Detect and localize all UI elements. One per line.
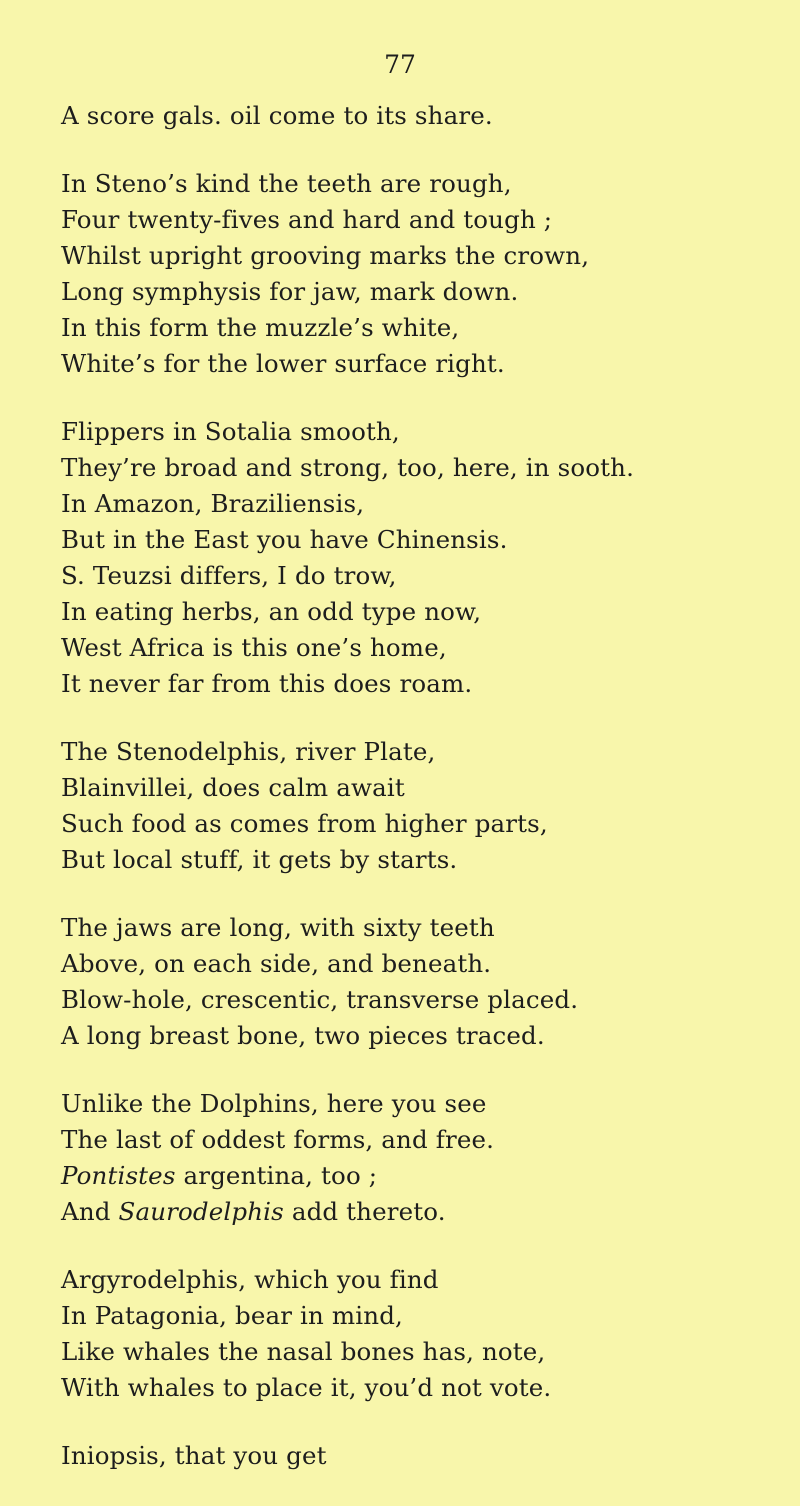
poem-line: The jaws are long, with sixty teeth (61, 913, 495, 942)
poem-line: Whilst upright grooving marks the crown, (61, 241, 590, 270)
line-rest: argentina, too ; (175, 1161, 378, 1190)
poem-line: But in the East you have Chinensis. (61, 525, 508, 554)
poem-line: The Stenodelphis, river Plate, (61, 737, 436, 766)
poem-line: Above, on each side, and beneath. (61, 949, 492, 978)
poem-line: Iniopsis, that you get (61, 1441, 327, 1470)
stanza-7 (61, 1262, 781, 1406)
page-number: 77 (384, 50, 416, 79)
poem-line: The last of oddest forms, and free. (61, 1125, 495, 1154)
poem-line: S. Teuzsi differs, I do trow, (61, 561, 397, 590)
poem-line: White’s for the lower surface right. (61, 349, 505, 378)
stanza-2 (61, 166, 781, 382)
poem-line: In Patagonia, bear in mind, (61, 1301, 403, 1330)
poem-line: A score gals. oil come to its share. (61, 101, 493, 130)
species-name: Saurodelphis (118, 1197, 284, 1226)
poem-body (61, 98, 781, 1506)
poem-line-italic-name (61, 1194, 781, 1230)
poem-line: In Amazon, Braziliensis, (61, 489, 365, 518)
poem-line: With whales to place it, you’d not vote. (61, 1373, 552, 1402)
stanza-5 (61, 910, 781, 1054)
poem-line: Such food as comes from higher parts, (61, 809, 548, 838)
poem-line: West Africa is this one’s home, (61, 633, 447, 662)
stanza-1 (61, 98, 781, 134)
poem-line: In this form the muzzle’s white, (61, 313, 460, 342)
poem-line: Long symphysis for jaw, mark down. (61, 277, 519, 306)
poem-line: Four twenty-fives and hard and tough ; (61, 205, 553, 234)
stanza-4 (61, 734, 781, 878)
poem-line: Like whales the nasal bones has, note, (61, 1337, 546, 1366)
stanza-6 (61, 1086, 781, 1230)
poem-line: In Steno’s kind the teeth are rough, (61, 169, 512, 198)
poem-line: In eating herbs, an odd type now, (61, 597, 482, 626)
poem-line: It never far from this does roam. (61, 669, 473, 698)
poem-line: But local stuff, it gets by starts. (61, 845, 458, 874)
line-rest: add thereto. (283, 1197, 446, 1226)
poem-line: They’re broad and strong, too, here, in sooth. (61, 453, 635, 482)
poem-line: Blow-hole, crescentic, transverse placed. (61, 985, 579, 1014)
stanza-8 (61, 1438, 781, 1474)
species-name: Pontistes (61, 1161, 176, 1190)
poem-line: Unlike the Dolphins, here you see (61, 1089, 487, 1118)
stanza-3 (61, 414, 781, 702)
poem-line: Argyrodelphis, which you find (61, 1265, 439, 1294)
poem-line: Flippers in Sotalia smooth, (61, 417, 400, 446)
poem-line-italic-name (61, 1158, 781, 1194)
poem-line: A long breast bone, two pieces traced. (61, 1021, 545, 1050)
poem-line: Blainvillei, does calm await (61, 773, 405, 802)
line-lead: And (61, 1197, 119, 1226)
